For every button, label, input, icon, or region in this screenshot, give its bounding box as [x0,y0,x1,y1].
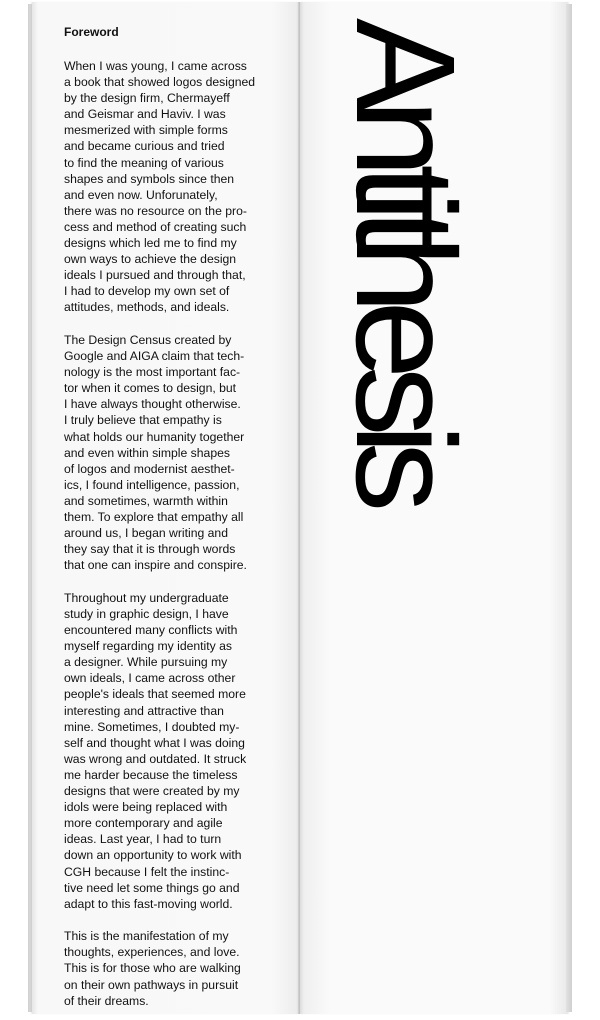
text-line: around us, I began writing and [64,526,228,541]
text-line: attitudes, methods, and ideals. [64,300,230,315]
text-line: designs that were created by my [64,784,240,799]
text-line: own ideals, I came across other [64,671,236,686]
text-line: more contemporary and agile [64,816,223,831]
text-line: Google and AIGA claim that tech- [64,349,245,364]
text-line: tor when it comes to design, but [64,381,237,396]
text-line: Throughout my undergraduate [64,590,229,605]
text-line: designs which led me to find my [64,236,237,251]
text-line: they say that it is through words [64,542,236,557]
text-line: to find the meaning of various [64,155,224,170]
text-line: a book that showed logos designed [64,75,256,90]
text-line: This is the manifestation of my [64,929,229,944]
text-line: what holds our humanity together [64,429,245,444]
text-line: encountered many conflicts with [64,623,238,638]
text-line: I have always thought otherwise. [64,397,241,412]
text-line: them. To explore that empathy all [64,510,244,525]
text-line: there was no resource on the pro- [64,203,247,218]
text-line: of their dreams. [64,993,149,1008]
text-line: ideas. Last year, I had to turn [64,832,222,847]
text-line: on their own pathways in pursuit [64,977,239,992]
text-line: When I was young, I came across [64,59,247,73]
text-line: that one can inspire and conspire. [64,558,247,573]
left-page [32,2,300,1014]
foreword-heading: Foreword [64,25,119,39]
foreword-paragraph [64,590,296,912]
text-line: of logos and modernist aesthet- [64,461,235,476]
foreword-paragraph [64,58,296,316]
text-line: shapes and symbols since then [64,171,235,186]
text-line: and sometimes, warmth within [64,493,228,508]
text-line: and even now. Unforunately, [64,187,218,202]
vertical-title: Antithesis [327,18,485,500]
text-line: adapt to this fast-moving world. [64,896,233,911]
text-line: and even within simple shapes [64,445,230,460]
text-line: mesmerized with simple forms [64,123,228,138]
text-line: and Geismar and Haviv. I was [64,107,226,122]
text-line: ideals I pursued and through that, [64,268,246,283]
text-line: I had to develop my own set of [64,284,230,299]
text-line: a designer. While pursuing my [64,655,228,670]
foreword-body [64,58,296,1014]
text-line: by the design firm, Chermayeff [64,91,230,106]
text-line: nology is the most important fac- [64,365,241,380]
text-line: The Design Census created by [64,333,232,347]
text-line: mine. Sometimes, I doubted my- [64,719,240,734]
text-line: ics, I found intelligence, passion, [64,477,240,492]
text-line: thoughts, experiences, and love. [64,945,240,960]
text-line: interesting and attractive than [64,703,224,718]
foreword-paragraph [64,332,296,573]
text-line: I truly believe that empathy is [64,413,222,428]
text-line: self and thought what I was doing [64,735,245,750]
text-line: down an opportunity to work with [64,848,242,863]
text-line: me harder because the timeless [64,767,238,782]
text-line: study in graphic design, I have [64,607,229,621]
foreword-paragraph [64,928,296,1008]
text-line: own ways to achieve the design [64,252,237,267]
title-area [300,0,568,1020]
text-line: tive need let some things go and [64,880,240,895]
text-line: CGH because I felt the instinc- [64,864,230,879]
text-line: idols were being replaced with [64,800,228,815]
text-line: and became curious and tried [64,139,225,154]
text-line: people's ideals that seemed more [64,687,246,702]
text-line: myself regarding my identity as [64,639,232,654]
text-line: cess and method of creating such [64,219,247,234]
text-line: was wrong and outdated. It struck [64,751,247,766]
text-line: This is for those who are walking [64,961,241,976]
